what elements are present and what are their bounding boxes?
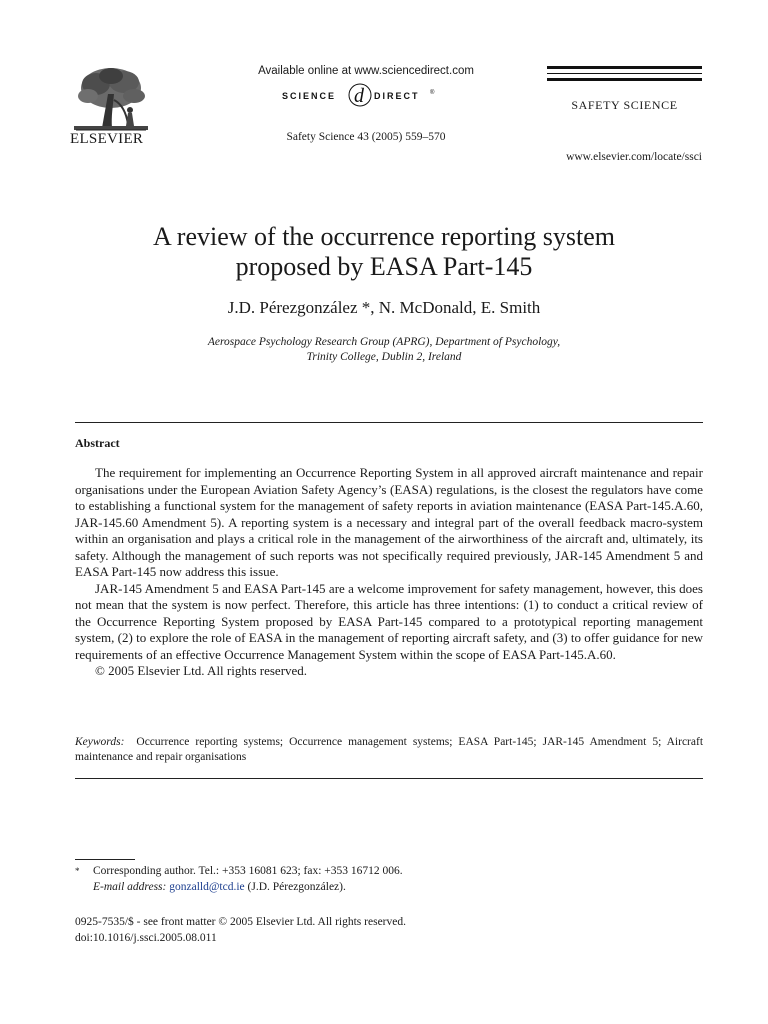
available-online-text: Available online at www.sciencedirect.com	[258, 65, 474, 77]
sciencedirect-logo	[260, 82, 460, 108]
divider-bottom	[75, 778, 703, 779]
journal-header-rules	[547, 66, 702, 81]
journal-url-link[interactable]: www.elsevier.com/locate/ssci	[566, 151, 702, 163]
title-line-2: proposed by EASA Part-145	[235, 252, 533, 281]
keywords-label: Keywords:	[75, 736, 125, 748]
abstract-heading: Abstract	[75, 436, 120, 450]
divider-top	[75, 422, 703, 423]
abstract-paragraph-2: JAR-145 Amendment 5 and EASA Part-145 are a welcome improvement for safety management, however, this does not mean that the system is now perfect. Therefore, this article has three intentions: (1) to conduct a critical review of the Occurrence Reporting System proposed by EASA Part-145 compared to a prototypical reporting management system, (2) to explore the role of EASA in the management of reporting aircraft safety, and (3) to offer guidance for new requirements of an effective Occurrence Management System within the scope of EASA Part-145.A.60.	[75, 580, 703, 662]
footnote-marker: *	[75, 866, 80, 876]
abstract-body	[75, 465, 703, 680]
footnote-email-line	[75, 880, 703, 896]
footnote-rule	[75, 859, 135, 860]
footnote-corresponding-line	[75, 864, 703, 880]
journal-name: SAFETY SCIENCE	[571, 98, 678, 112]
keywords-text: Occurrence reporting systems; Occurrence management systems; EASA Part-145; JAR-145 Amendment 5; Aircraft maintenance and repair organisations	[75, 736, 704, 763]
sd-left-word: SCIENCE	[282, 91, 337, 101]
journal-citation: Safety Science 43 (2005) 559–570	[286, 131, 446, 143]
corresponding-author-marker[interactable]: *	[357, 298, 371, 317]
email-label: E-mail address:	[93, 880, 167, 893]
affiliation-line-2: Trinity College, Dublin 2, Ireland	[306, 351, 462, 363]
keywords	[75, 735, 703, 765]
email-link[interactable]: gonzalld@tcd.ie	[169, 880, 245, 893]
affiliation	[80, 335, 688, 365]
sd-registered-mark: ®	[430, 90, 435, 96]
affiliation-line-1: Aerospace Psychology Research Group (APRG), Department of Psychology,	[207, 336, 561, 348]
email-owner: (J.D. Pérezgonzález).	[247, 880, 346, 893]
footnote-corresponding-text: Corresponding author. Tel.: +353 16081 623; fax: +353 16712 006.	[93, 865, 403, 877]
footnote	[75, 864, 703, 895]
abstract-paragraph-1: The requirement for implementing an Occurrence Reporting System in all approved aircraft maintenance and repair organisations under the European Aviation Safety Agency’s (EASA) regulations, is the closest the regulators have come to establishing a functional system for the management of safety reports in aviation maintenance (EASA Part-145.A.60, JAR-145.60 Amendment 5). A reporting system is a necessary and integral part of the overall feedback macro-system within an organisation and plays a critical role in the management of the airworthiness of the aircraft and, ultimately, its safety. Although the management of such reports was not specifically required previously, JAR-145 Amendment 5 and EASA Part-145 now address this issue.	[75, 465, 703, 579]
author-list	[80, 298, 688, 318]
author-others: , N. McDonald, E. Smith	[370, 298, 541, 317]
publisher-name: ELSEVIER	[70, 131, 144, 147]
article-title	[80, 222, 688, 282]
issn-line: 0925-7535/$ - see front matter © 2005 Elsevier Ltd. All rights reserved.	[75, 916, 406, 928]
abstract-copyright: © 2005 Elsevier Ltd. All rights reserved.	[95, 663, 308, 678]
sd-right-word: DIRECT	[374, 91, 420, 101]
sd-mark: d	[354, 85, 364, 107]
doi-link[interactable]: doi:10.1016/j.ssci.2005.08.011	[75, 931, 217, 944]
title-line-1: A review of the occurrence reporting system	[152, 222, 616, 251]
author-corresponding: J.D. Pérezgonzález	[227, 298, 358, 317]
article-identifiers	[75, 915, 703, 946]
